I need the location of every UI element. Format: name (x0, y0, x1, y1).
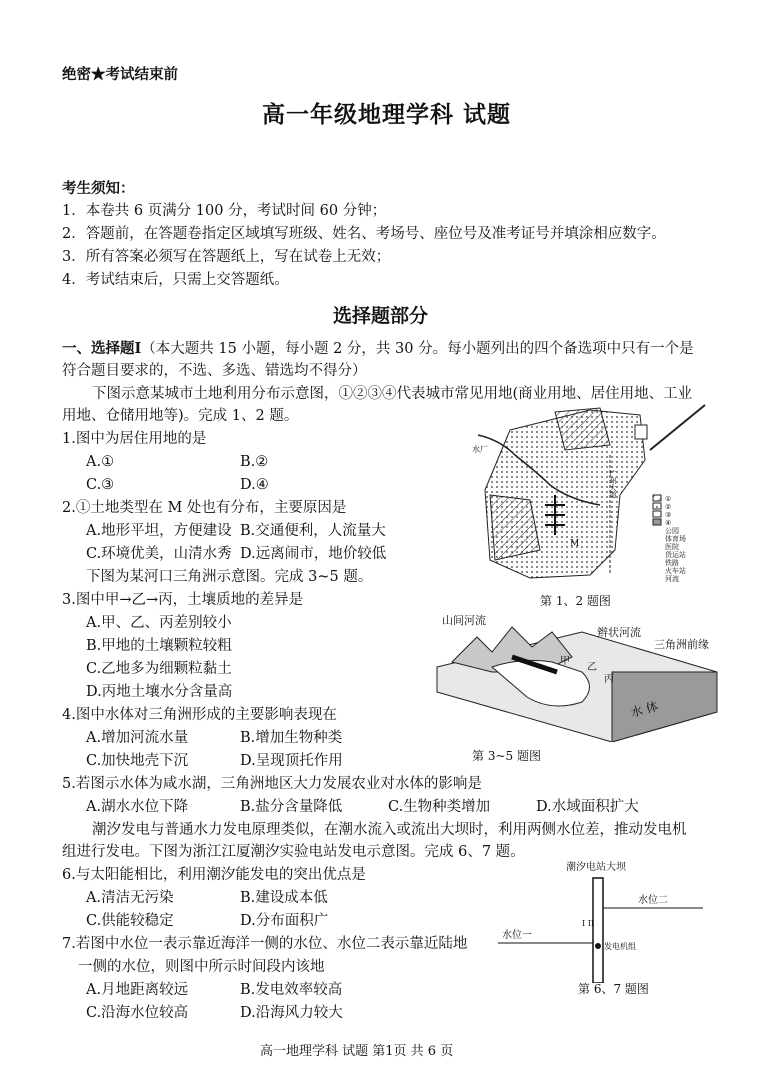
fig3-caption: 第 6、7 题图 (578, 982, 649, 996)
road-label: 广州大道 (609, 470, 617, 498)
fig2-caption: 第 3~5 题图 (472, 749, 541, 763)
tidal-figure (498, 858, 718, 1003)
legend-item: ① (665, 495, 672, 503)
label-delta-front: 三角洲前缘 (654, 638, 709, 651)
q7-stem-cont: 一侧的水位，则图中所示时间段内该地 (78, 959, 325, 975)
zone-box (635, 425, 647, 439)
intro-q3-5: 下图为某河口三角洲示意图。完成 3~5 题。 (86, 569, 373, 585)
label-dam: 潮汐电站大坝 (566, 862, 626, 873)
part-desc-2: 符合题目要求的，不选、多选、错选均不得分） (62, 363, 367, 379)
delta-diagram (432, 612, 722, 742)
notice-item: 4．考试结束后，只需上交答题纸。 (62, 272, 289, 288)
m-label: M (570, 539, 580, 549)
q2-option-a: A.地形平坦，方便建设 (86, 523, 232, 539)
part-label: 一、选择题Ⅰ (62, 340, 142, 357)
intro-q1-2-cont: 用地、仓储用地等)。完成 1、2 题。 (62, 408, 299, 424)
q2-stem: 2.①土地类型在 M 处也有分布，主要原因是 (62, 500, 347, 516)
label-jia: 甲 (560, 656, 570, 667)
q6-stem: 6.与太阳能相比，利用潮汐能发电的突出优点是 (62, 867, 366, 883)
label-generator: 发电机组 (604, 942, 636, 951)
q7-option-c: C.沿海水位较高 (86, 1005, 189, 1021)
q4-option-b: B.增加生物种类 (240, 730, 343, 746)
page-footer: 高一地理学科 试题 第1页 共 6 页 (260, 1044, 454, 1059)
q3-option-c: C.乙地多为细颗粒黏土 (86, 661, 232, 677)
delta-figure (432, 612, 722, 762)
q5-option-c: C.生物种类增加 (388, 799, 491, 815)
q2-option-d: D.远离闹市，地价较低 (240, 546, 387, 562)
q3-stem: 3.图中甲→乙→丙，土壤质地的差异是 (62, 592, 304, 608)
notice-title: 考生须知： (62, 180, 135, 197)
q7-option-d: D.沿海风力较大 (240, 1005, 343, 1021)
q4-option-c: C.加快地壳下沉 (86, 753, 189, 769)
q6-option-a: A.清洁无污染 (86, 890, 174, 906)
label-braided-river: 辫状河流 (597, 626, 641, 639)
notice-item: 2．答题前，在答题卷指定区域填写班级、姓名、考场号、座位号及准考证号并填涂相应数字。 (62, 226, 666, 242)
land-use-map (470, 400, 722, 590)
section-title: 选择题部分 (333, 305, 429, 327)
label-bing: 丙 (604, 674, 614, 685)
q6-option-d: D.分布面积广 (240, 913, 329, 929)
legend-item: ② (665, 503, 672, 511)
q6-option-c: C.供能较稳定 (86, 913, 174, 929)
legend-item: 河流 (665, 575, 679, 583)
q5-option-d: D.水域面积扩大 (536, 799, 639, 815)
label-water: 水 体 (629, 699, 660, 720)
q7-option-b: B.发电效率较高 (240, 982, 343, 998)
q5-option-b: B.盐分含量降低 (240, 799, 343, 815)
q2-option-b: B.交通便利，人流量大 (240, 523, 386, 539)
intro-q6-7: 潮汐发电与普通水力发电原理类似，在潮水流入或流出大坝时，利用两侧水位差，推动发电机 (92, 822, 687, 838)
q1-option-b: B.② (240, 454, 269, 470)
water-plant-label: 水厂 (472, 445, 488, 454)
q7-option-a: A.月地距离较远 (86, 982, 189, 998)
q4-option-a: A.增加河流水量 (86, 730, 189, 746)
q1-stem: 1.图中为居住用地的是 (62, 431, 207, 447)
legend-item: 货运站 (665, 551, 686, 559)
legend-item: ④ (665, 519, 672, 527)
notice-item: 3．所有答案必须写在答题纸上，写在试卷上无效； (62, 249, 391, 265)
q6-option-b: B.建设成本低 (240, 890, 328, 906)
intro-q6-7-cont: 组进行发电。下图为浙江江厦潮汐实验电站发电示意图。完成 6、7 题。 (62, 844, 525, 860)
q7-stem: 7.若图中水位一表示靠近海洋一侧的水位、水位二表示靠近陆地 (62, 936, 468, 952)
land-use-map-figure (470, 400, 722, 610)
q3-option-a: A.甲、乙、丙差别较小 (86, 615, 232, 631)
zone-hatched-north (555, 408, 610, 450)
q5-option-a: A.湖水水位下降 (86, 799, 189, 815)
q3-option-d: D.丙地土壤水分含量高 (86, 684, 233, 700)
q1-option-d: D.④ (240, 477, 269, 493)
q1-option-a: A.① (86, 454, 115, 470)
legend-item: 火车站 (665, 567, 686, 575)
secret-label: 绝密★考试结束前 (62, 66, 178, 83)
railway-line (650, 405, 705, 450)
legend-item: 医院 (665, 543, 679, 551)
legend-item: 公园 (665, 527, 679, 535)
legend-item: 体育场 (665, 535, 686, 543)
q2-option-c: C.环境优美，山清水秀 (86, 546, 232, 562)
label-level-two: 水位二 (638, 895, 668, 906)
q3-option-b: B.甲地的土壤颗粒较粗 (86, 638, 232, 654)
label-level-one: 水位一 (502, 930, 532, 941)
legend-item: ③ (665, 511, 672, 519)
fig1-caption: 第 1、2 题图 (540, 594, 611, 608)
intro-q1-2: 下图示意某城市土地利用分布示意图，①②③④代表城市常见用地(商业用地、居住用地、工业 (92, 386, 693, 402)
map-legend (653, 495, 686, 583)
generator-icon (595, 943, 601, 949)
water-body (612, 672, 717, 742)
q4-stem: 4.图中水体对三角洲形成的主要影响表现在 (62, 707, 337, 723)
label-mountain-river: 山间河流 (442, 614, 486, 627)
q5-stem: 5.若图示水体为咸水湖，三角洲地区大力发展农业对水体的影响是 (62, 776, 482, 792)
notice-item: 1．本卷共 6 页满分 100 分，考试时间 60 分钟； (62, 203, 387, 219)
tidal-diagram (498, 858, 718, 983)
q4-option-d: D.呈现顶托作用 (240, 753, 343, 769)
legend-item: 铁路 (665, 559, 679, 567)
label-yi: 乙 (587, 662, 597, 673)
dam-wall (593, 878, 603, 983)
page-title: 高一年级地理学科 试题 (262, 101, 512, 128)
q1-option-c: C.③ (86, 477, 115, 493)
label-marks: I II (582, 919, 595, 928)
part-header (62, 338, 694, 360)
part-desc: （本大题共 15 小题，每小题 2 分，共 30 分。每小题列出的四个备选项中只有一个是 (141, 341, 694, 357)
